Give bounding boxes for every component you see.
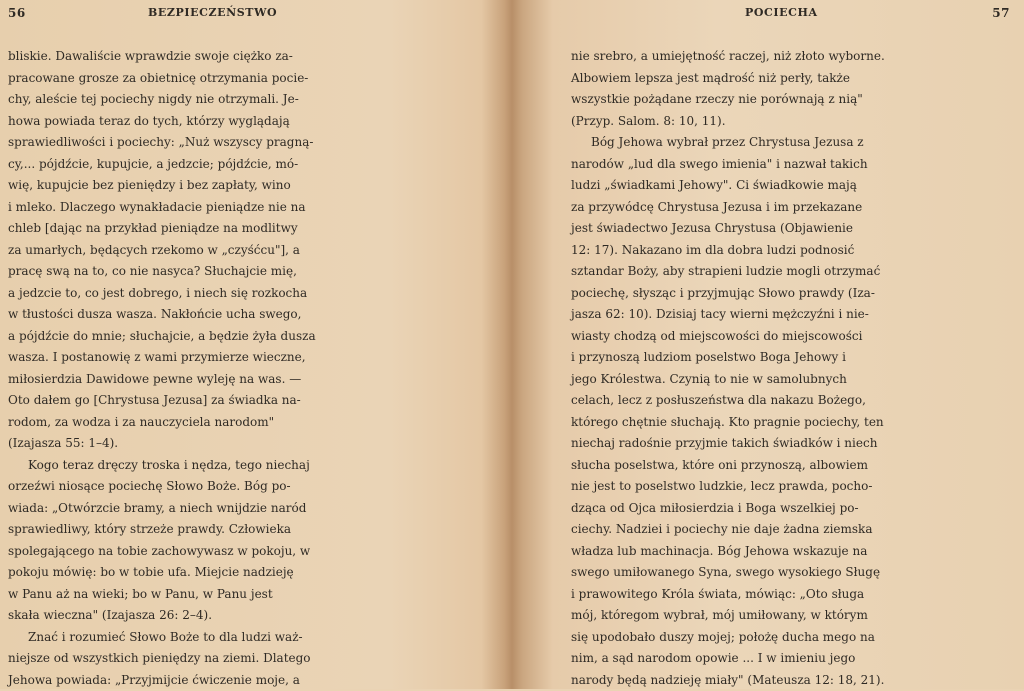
text-line: sprawiedliwy, który strzeże prawdy. Człowieka bbox=[0, 519, 470, 541]
text-line: w tłustości dusza wasza. Nakłońcie ucha swego, bbox=[0, 304, 470, 326]
text-line: wiasty chodzą od miejscowości do miejscowości bbox=[545, 326, 1024, 348]
text-line: cy,... pójdźcie, kupujcie, a jedzcie; pójdźcie, mó- bbox=[0, 154, 470, 176]
right-page-text bbox=[545, 46, 1024, 691]
text-line: jasza 62: 10). Dzisiaj tacy wierni mężczyźni i nie- bbox=[545, 304, 1024, 326]
text-line: jego Królestwa. Czynią to nie w samolubnych bbox=[545, 369, 1024, 391]
text-line: i przynoszą ludziom poselstwo Boga Jehowy i bbox=[545, 347, 1024, 369]
text-line: pracowane grosze za obietnicę otrzymania pocie- bbox=[0, 68, 470, 90]
right-page-header bbox=[545, 6, 1024, 26]
text-line: ciechy. Nadziei i pociechy nie daje żadna ziemska bbox=[545, 519, 1024, 541]
text-line: Kogo teraz dręczy troska i nędza, tego niechaj bbox=[0, 455, 470, 477]
text-line: za przywódcę Chrystusa Jezusa i im przekazane bbox=[545, 197, 1024, 219]
text-line: (Przyp. Salom. 8: 10, 11). bbox=[545, 111, 1024, 133]
text-line: Bóg Jehowa wybrał przez Chrystusa Jezusa z bbox=[545, 132, 1024, 154]
text-line: w Panu aż na wieki; bo w Panu, w Panu jest bbox=[0, 584, 470, 606]
text-line: którego chętnie słuchają. Kto pragnie pociechy, ten bbox=[545, 412, 1024, 434]
text-line: howa powiada teraz do tych, którzy wyglądają bbox=[0, 111, 470, 133]
text-line: niechaj radośnie przyjmie takich świadków i niech bbox=[545, 433, 1024, 455]
text-line: swego umiłowanego Syna, swego wysokiego Sługę bbox=[545, 562, 1024, 584]
text-line: Znać i rozumieć Słowo Boże to dla ludzi waż- bbox=[0, 627, 470, 649]
text-line: orzeźwi niosące pociechę Słowo Boże. Bóg po- bbox=[0, 476, 470, 498]
text-line: Jehowa powiada: „Przyjmijcie ćwiczenie moje, a bbox=[0, 670, 470, 691]
left-page-number: 56 bbox=[8, 6, 26, 20]
text-line: 12: 17). Nakazano im dla dobra ludzi podnosić bbox=[545, 240, 1024, 262]
text-line: dząca od Ojca miłosierdzia i Boga wszelkiej po- bbox=[545, 498, 1024, 520]
text-line: (Izajasza 55: 1–4). bbox=[0, 433, 470, 455]
text-line: miłosierdzia Dawidowe pewne wyleję na was. — bbox=[0, 369, 470, 391]
text-line: bliskie. Dawaliście wprawdzie swoje ciężko za- bbox=[0, 46, 470, 68]
text-line: i mleko. Dlaczego wynakładacie pieniądze nie na bbox=[0, 197, 470, 219]
text-line: się upodobało duszy mojej; położę ducha mego na bbox=[545, 627, 1024, 649]
text-line: władza lub machinacja. Bóg Jehowa wskazuje na bbox=[545, 541, 1024, 563]
left-page-header bbox=[0, 6, 470, 26]
text-line: pokoju mówię: bo w tobie ufa. Miejcie nadzieję bbox=[0, 562, 470, 584]
text-line: Oto dałem go [Chrystusa Jezusa] za świadka na- bbox=[0, 390, 470, 412]
text-line: skała wieczna" (Izajasza 26: 2–4). bbox=[0, 605, 470, 627]
text-line: sztandar Boży, aby strapieni ludzie mogli otrzymać bbox=[545, 261, 1024, 283]
left-page bbox=[0, 0, 470, 689]
left-page-text bbox=[0, 46, 470, 691]
right-running-title: POCIECHA bbox=[745, 6, 818, 19]
text-line: nie srebro, a umiejętność raczej, niż złoto wyborne. bbox=[545, 46, 1024, 68]
text-line: za umarłych, będących rzekomo w „czyśćcu"], a bbox=[0, 240, 470, 262]
text-line: wasza. I postanowię z wami przymierze wieczne, bbox=[0, 347, 470, 369]
right-page-number: 57 bbox=[992, 6, 1010, 20]
text-line: słucha poselstwa, które oni przynoszą, albowiem bbox=[545, 455, 1024, 477]
text-line: narody będą nadzieję miały" (Mateusza 12: 18, 21). bbox=[545, 670, 1024, 691]
text-line: ludzi „świadkami Jehowy". Ci świadkowie mają bbox=[545, 175, 1024, 197]
text-line: chleb [dając na przykład pieniądze na modlitwy bbox=[0, 218, 470, 240]
text-line: pociechę, słysząc i przyjmując Słowo prawdy (Iza- bbox=[545, 283, 1024, 305]
text-line: rodom, za wodza i za nauczyciela narodom" bbox=[0, 412, 470, 434]
text-line: nie jest to poselstwo ludzkie, lecz prawda, pocho- bbox=[545, 476, 1024, 498]
text-line: sprawiedliwości i pociechy: „Nuż wszyscy pragną- bbox=[0, 132, 470, 154]
text-line: mój, któregom wybrał, mój umiłowany, w którym bbox=[545, 605, 1024, 627]
left-running-title: BEZPIECZEŃSTWO bbox=[148, 6, 277, 19]
text-line: a jedzcie to, co jest dobrego, i niech się rozkocha bbox=[0, 283, 470, 305]
text-line: Albowiem lepsza jest mądrość niż perły, także bbox=[545, 68, 1024, 90]
text-line: celach, lecz z posłuszeństwa dla nakazu Bożego, bbox=[545, 390, 1024, 412]
text-line: wię, kupujcie bez pieniędzy i bez zapłaty, wino bbox=[0, 175, 470, 197]
text-line: niejsze od wszystkich pieniędzy na ziemi. Dlatego bbox=[0, 648, 470, 670]
text-line: wszystkie pożądane rzeczy nie porównają z nią" bbox=[545, 89, 1024, 111]
text-line: nim, a sąd narodom opowie ... I w imieniu jego bbox=[545, 648, 1024, 670]
right-page bbox=[545, 0, 1024, 689]
text-line: chy, aleście tej pociechy nigdy nie otrzymali. Je- bbox=[0, 89, 470, 111]
text-line: narodów „lud dla swego imienia" i nazwał takich bbox=[545, 154, 1024, 176]
text-line: wiada: „Otwórzcie bramy, a niech wnijdzie naród bbox=[0, 498, 470, 520]
text-line: jest świadectwo Jezusa Chrystusa (Objawienie bbox=[545, 218, 1024, 240]
text-line: spolegającego na tobie zachowywasz w pokoju, w bbox=[0, 541, 470, 563]
text-line: pracę swą na to, co nie nasyca? Słuchajcie mię, bbox=[0, 261, 470, 283]
text-line: a pójdźcie do mnie; słuchajcie, a będzie żyła dusza bbox=[0, 326, 470, 348]
text-line: i prawowitego Króla świata, mówiąc: „Oto sługa bbox=[545, 584, 1024, 606]
